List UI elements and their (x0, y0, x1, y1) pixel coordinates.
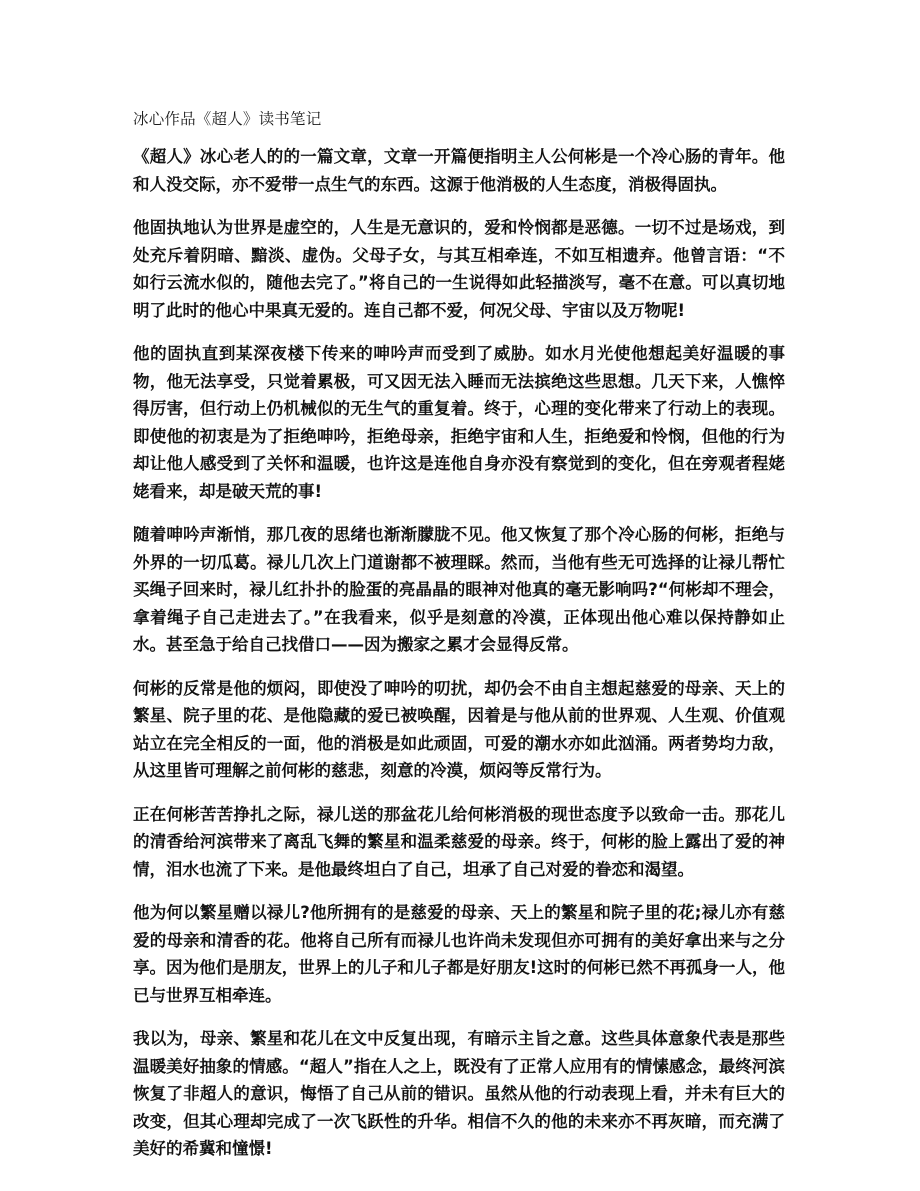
paragraph-8: 我以为，母亲、繁星和花儿在文中反复出现，有暗示主旨之意。这些具体意象代表是那些温暖美好抽象的情感。“超人”指在人之上，既没有了正常人应用有的情愫感念，最终河滨恢复了非超人的意识，悔悟了自己从前的错识。虽然从他的行动表现上看，并未有巨大的改变，但其心理却完成了一次飞跃性的升华。相信不久的他的未来亦不再灰暗，而充满了美好的希冀和憧憬! (133, 1029, 785, 1158)
paragraph-3: 他的固执直到某深夜楼下传来的呻吟声而受到了威胁。如水月光使他想起美好温暖的事物，他无法享受，只觉着累极，可又因无法入睡而无法摈绝这些思想。几天下来，人憔悴得厉害，但行动上仍机械似的无生气的重复着。终于，心理的变化带来了行动上的表现。即使他的初衷是为了拒绝呻吟，拒绝母亲，拒绝宇宙和人生，拒绝爱和怜悯，但他的行为却让他人感受到了关怀和温暖，也许这是连他自身亦没有察觉到的变化，但在旁观者程姥姥看来，却是破天荒的事! (133, 344, 785, 501)
paragraph-5: 何彬的反常是他的烦闷，即使没了呻吟的叨扰，却仍会不由自主想起慈爱的母亲、天上的繁星、院子里的花、是他隐藏的爱已被唤醒，因着是与他从前的世界观、人生观、价值观站立在完全相反的一面，他的消极是如此顽固，可爱的潮水亦如此汹涌。两者势均力敌，从这里皆可理解之前何彬的慈悲，刻意的冷漠，烦闷等反常行为。 (133, 678, 785, 780)
paragraph-1: 《超人》冰心老人的的一篇文章，文章一开篇便指明主人公何彬是一个冷心肠的青年。他和人没交际，亦不爱带一点生气的东西。这源于他消极的人生态度，消极得固执。 (133, 147, 785, 194)
paragraph-2: 他固执地认为世界是虚空的，人生是无意识的，爱和怜悯都是恶德。一切不过是场戏，到处充斥着阴暗、黯淡、虚伪。父母子女，与其互相牵连，不如互相遗弃。他曾言语：“不如行云流水似的，随他去完了。”将自己的一生说得如此轻描淡写，毫不在意。可以真切地明了此时的他心中果真无爱的。连自己都不爱，何况父母、宇宙以及万物呢! (133, 218, 785, 320)
paragraph-6: 正在何彬苦苦挣扎之际，禄儿送的那盆花儿给何彬消极的现世态度予以致命一击。那花儿的清香给河滨带来了离乱飞舞的繁星和温柔慈爱的母亲。终于，何彬的脸上露出了爱的神情，泪水也流了下来。是他最终坦白了自己，坦承了自己对爱的眷恋和渴望。 (133, 804, 785, 879)
document-page (133, 106, 785, 1179)
paragraph-4: 随着呻吟声渐悄，那几夜的思绪也渐渐朦胧不见。他又恢复了那个冷心肠的何彬，拒绝与外界的一切瓜葛。禄儿几次上门道谢都不被理睬。然而，当他有些无可选择的让禄儿帮忙买绳子回来时，禄儿红扑扑的脸蛋的亮晶晶的眼神对他真的毫无影响吗?“何彬却不理会，拿着绳子自己走进去了。”在我看来，似乎是刻意的冷漠，正体现出他心难以保持静如止水。甚至急于给自己找借口——因为搬家之累才会显得反常。 (133, 525, 785, 654)
document-title: 冰心作品《超人》读书笔记 (133, 110, 322, 128)
paragraph-7: 他为何以繁星赠以禄儿?他所拥有的是慈爱的母亲、天上的繁星和院子里的花;禄儿亦有慈爱的母亲和清香的花。他将自己所有而禄儿也许尚未发现但亦可拥有的美好拿出来与之分享。因为他们是朋友，世界上的儿子和儿子都是好朋友!这时的何彬已然不再孤身一人，他已与世界互相牵连。 (133, 903, 785, 1005)
